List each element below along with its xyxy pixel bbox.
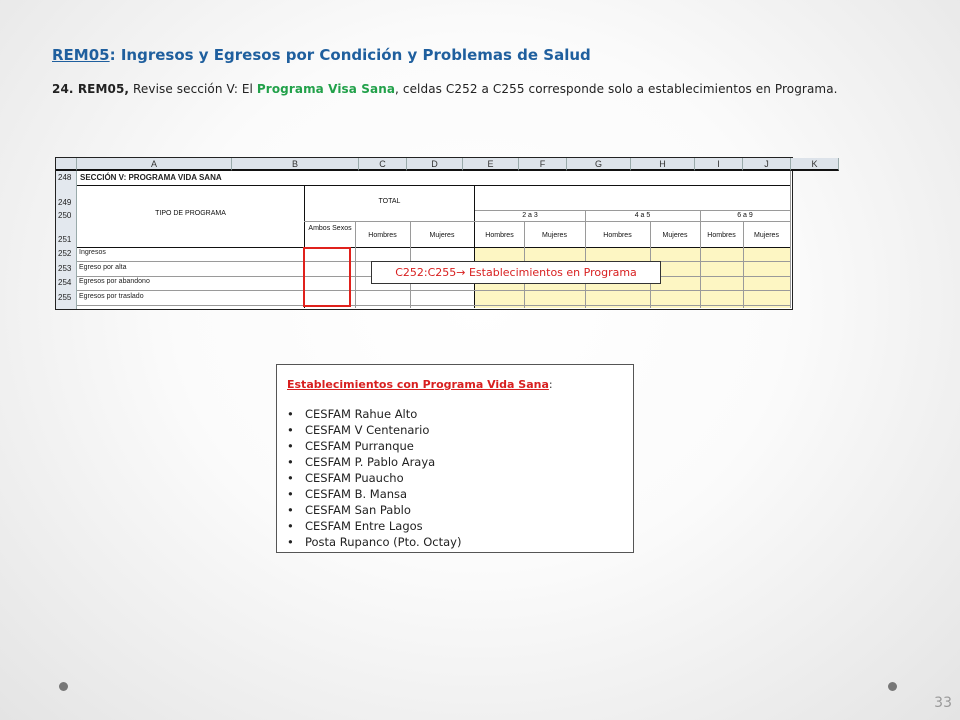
instruction-text xyxy=(52,82,838,96)
hombres-4-5-header: Hombres xyxy=(603,232,632,239)
row-number-255: 255 xyxy=(56,290,77,309)
title-text: : Ingresos y Egresos por Condición y Problemas de Salud xyxy=(109,46,591,64)
list-item: • Posta Rupanco (Pto. Octay) xyxy=(287,535,462,549)
establishments-list xyxy=(287,406,623,550)
establishments-title-colon: : xyxy=(548,378,553,391)
total-header: TOTAL xyxy=(378,198,401,205)
row-number-253: 253 xyxy=(56,261,77,276)
ambos-sexos-header: Ambos Sexos xyxy=(308,225,352,232)
mujeres-4-5-header: Mujeres xyxy=(662,232,688,239)
row-number-251: 251 xyxy=(56,222,77,247)
age-group-2-3: 2 a 3 xyxy=(522,212,538,219)
decorative-dot-left xyxy=(59,682,68,691)
mujeres-6-9-header: Mujeres xyxy=(754,232,779,239)
col-header-c: C xyxy=(359,158,407,171)
section-title: SECCIÓN V: PROGRAMA VIDA SANA xyxy=(80,173,222,182)
list-item: • CESFAM San Pablo xyxy=(287,503,411,517)
list-item: • CESFAM Puaucho xyxy=(287,471,404,485)
col-header-h: H xyxy=(631,158,695,171)
slide-title xyxy=(52,46,591,64)
tipo-programa-header: TIPO DE PROGRAMA xyxy=(155,210,226,217)
list-item: • CESFAM Purranque xyxy=(287,439,414,453)
row-label-ingresos: Ingresos xyxy=(79,249,106,256)
list-item: • CESFAM B. Mansa xyxy=(287,487,408,501)
note-prefix: 24. REM05, xyxy=(52,82,130,96)
total-mujeres-header: Mujeres xyxy=(429,232,455,239)
highlight-cells-c252-c255 xyxy=(303,247,351,307)
row-number-254: 254 xyxy=(56,276,77,290)
list-item: • CESFAM V Centenario xyxy=(287,423,430,437)
row-label-egreso-abandono: Egresos por abandono xyxy=(79,278,150,285)
row-number-248: 248 xyxy=(56,171,77,185)
age-group-4-5: 4 a 5 xyxy=(634,212,651,219)
col-header-a: A xyxy=(77,158,232,171)
col-header-d: D xyxy=(407,158,463,171)
list-item: • CESFAM P. Pablo Araya xyxy=(287,455,436,469)
hombres-6-9-header: Hombres xyxy=(707,232,736,239)
row-label-egreso-alta: Egreso por alta xyxy=(79,264,127,271)
note-part-1: Revise sección V: El xyxy=(129,82,257,96)
list-item: • CESFAM Rahue Alto xyxy=(287,407,418,421)
col-header-e: E xyxy=(463,158,519,171)
title-code: REM05 xyxy=(52,46,110,64)
total-hombres-header: Hombres xyxy=(368,232,397,239)
decorative-dot-right xyxy=(888,682,897,691)
col-header-f: F xyxy=(519,158,567,171)
note-part-2: , celdas C252 a C255 corresponde solo a establecimientos en Programa. xyxy=(395,82,838,96)
list-item: • CESFAM Entre Lagos xyxy=(287,519,423,533)
col-header-j: J xyxy=(743,158,791,171)
establishments-box xyxy=(276,364,634,553)
row-label-egreso-traslado: Egresos por traslado xyxy=(79,293,144,300)
spreadsheet-screenshot xyxy=(55,157,818,310)
col-header-b: B xyxy=(232,158,359,171)
col-header-i: I xyxy=(695,158,743,171)
mujeres-2-3-header: Mujeres xyxy=(542,232,567,239)
col-header-k: K xyxy=(791,158,839,171)
callout-label: C252:C255→ Establecimientos en Programa xyxy=(371,261,661,284)
page-number: 33 xyxy=(934,695,952,711)
corner-header xyxy=(56,158,77,171)
row-number-250: 250 xyxy=(56,210,77,222)
age-group-6-9: 6 a 9 xyxy=(737,212,753,219)
col-header-g: G xyxy=(567,158,631,171)
note-program-name: Programa Visa Sana xyxy=(256,82,396,96)
row-number-252: 252 xyxy=(56,247,77,261)
establishments-title: Establecimientos con Programa Vida Sana xyxy=(287,378,549,391)
hombres-2-3-header: Hombres xyxy=(485,232,514,239)
row-number-249: 249 xyxy=(56,185,77,210)
